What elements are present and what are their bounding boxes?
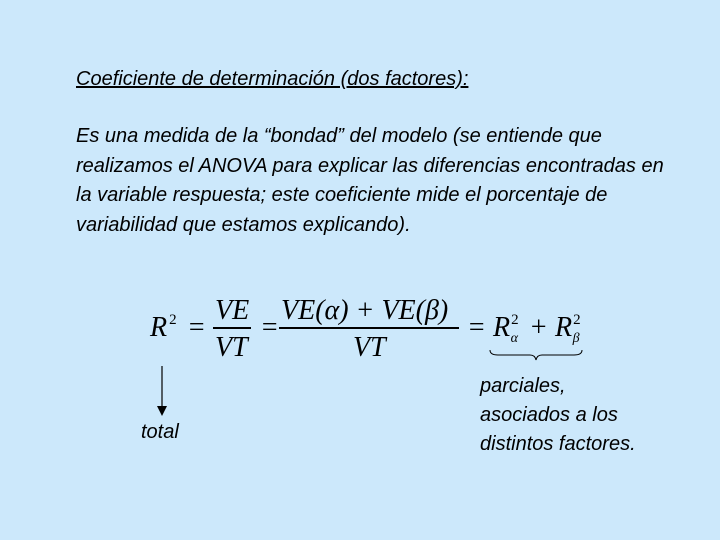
fraction-1-denominator: VT — [215, 332, 248, 363]
r-squared: R $^2$ — [150, 312, 177, 343]
plus-sign: + — [529, 312, 548, 343]
fraction-2-bar — [279, 327, 459, 329]
fraction-2-denominator: VT — [353, 332, 386, 363]
partial-label: parciales, asociados a los distintos factores. — [480, 375, 636, 455]
underbrace-icon — [488, 348, 584, 362]
r-alpha-squared: $R^2_\alpha$ — [493, 312, 519, 346]
equals-sign: = — [467, 312, 486, 343]
r-beta-squared: $R^2_\beta$ — [555, 312, 581, 346]
fraction-1-bar — [213, 327, 251, 329]
fraction-2-numerator: VE(α) + VE(β) — [281, 295, 449, 326]
equals-sign: = — [187, 312, 206, 343]
fraction-1-numerator: VE — [215, 295, 250, 326]
definition-paragraph: Es una medida de la “bondad” del modelo (se entiende que realizamos el ANOVA para explicar las diferencias encontradas en la variable respuesta; este coeficiente mide el porcentaje de variabilidad que estamos explicando). — [76, 125, 664, 236]
total-label: total — [141, 421, 179, 443]
slide-title: Coeficiente de determinación (dos factores): — [76, 68, 469, 90]
equals-sign: = — [260, 312, 279, 343]
down-arrow-icon — [152, 366, 172, 416]
